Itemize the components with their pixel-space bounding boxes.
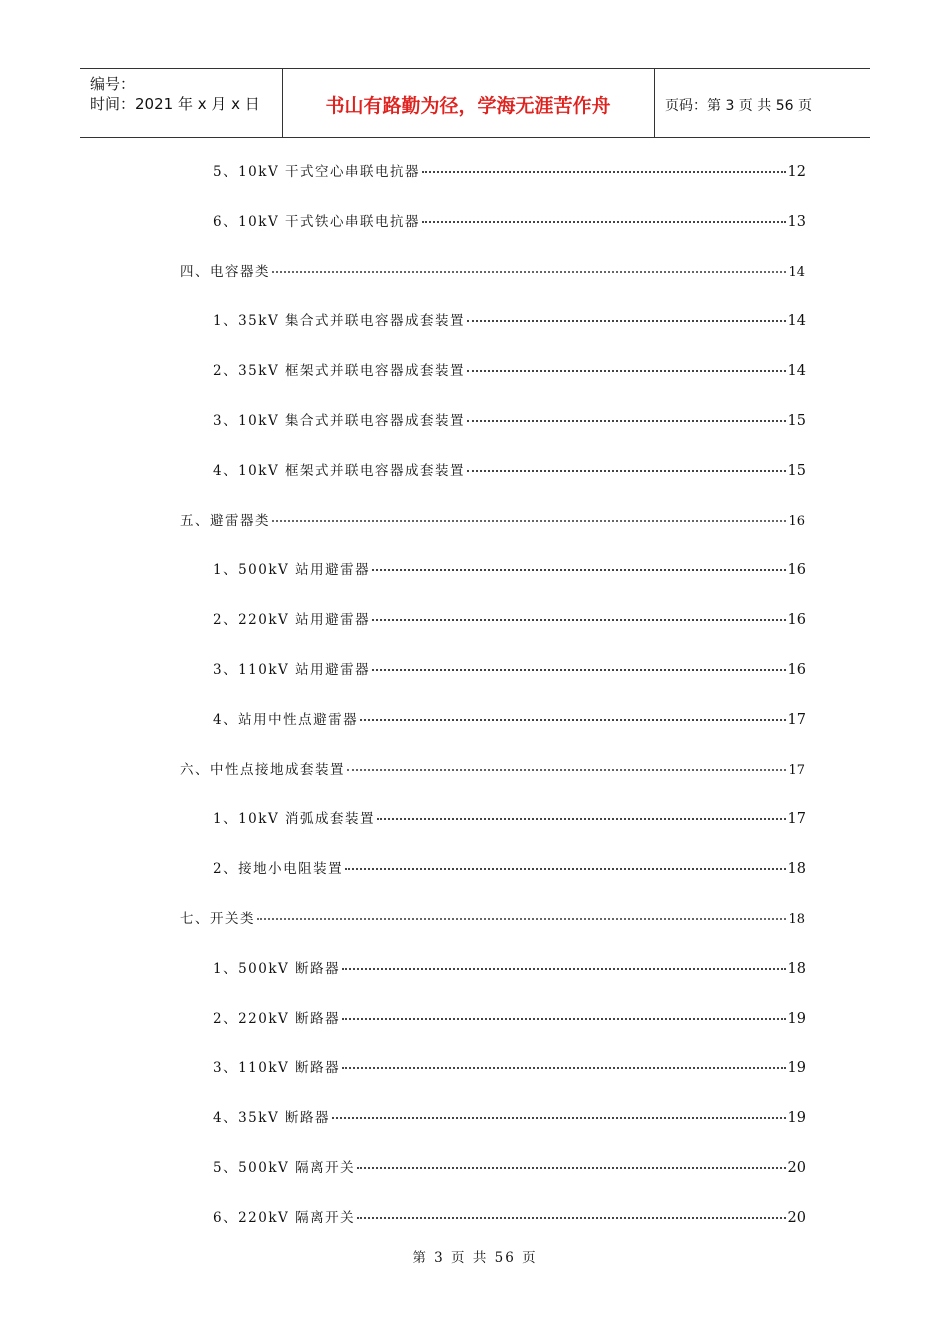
toc-dot-leader	[272, 519, 786, 522]
toc-entry-page-number: 18	[787, 960, 806, 977]
toc-subsection-entry[interactable]	[213, 409, 806, 429]
toc-subsection-entry[interactable]	[213, 558, 806, 578]
toc-dot-leader	[332, 1116, 786, 1119]
toc-entry-label: 2、220kV 断路器	[213, 1010, 341, 1027]
toc-entry-label: 2、接地小电阻装置	[213, 861, 344, 878]
toc-subsection-entry[interactable]	[213, 359, 806, 379]
toc-section-entry[interactable]	[180, 758, 805, 778]
toc-entry-page-number: 16	[787, 612, 806, 629]
toc-entry-page-number: 17	[788, 762, 805, 778]
toc-section-entry[interactable]	[180, 260, 805, 280]
toc-dot-leader	[357, 1216, 785, 1219]
toc-entry-label: 1、10kV 消弧成套装置	[213, 811, 375, 828]
toc-entry-page-number: 16	[788, 513, 805, 529]
toc-subsection-entry[interactable]	[213, 1206, 806, 1226]
toc-subsection-entry[interactable]	[213, 608, 806, 628]
toc-entry-page-number: 14	[787, 363, 806, 380]
serial-number-label: 编号：	[90, 75, 136, 93]
toc-entry-label: 4、35kV 断路器	[213, 1110, 330, 1127]
toc-entry-page-number: 20	[787, 1209, 806, 1226]
toc-dot-leader	[345, 867, 785, 870]
toc-entry-page-number: 20	[787, 1160, 806, 1176]
toc-section-entry[interactable]	[180, 907, 805, 927]
toc-dot-leader	[257, 917, 786, 920]
toc-entry-page-number: 18	[787, 861, 806, 878]
toc-dot-leader	[372, 668, 785, 671]
toc-entry-page-number: 15	[787, 413, 806, 429]
toc-entry-label: 1、35kV 集合式并联电容器成套装置	[213, 313, 465, 330]
toc-subsection-entry[interactable]	[213, 160, 806, 180]
toc-entry-label: 七、开关类	[180, 911, 255, 927]
toc-entry-label: 3、110kV 站用避雷器	[213, 662, 371, 678]
toc-entry-label: 6、10kV 干式铁心串联电抗器	[213, 213, 420, 230]
toc-dot-leader	[347, 768, 786, 771]
toc-dot-leader	[360, 718, 785, 721]
toc-subsection-entry[interactable]	[213, 309, 806, 329]
toc-subsection-entry[interactable]	[213, 1156, 806, 1176]
toc-entry-label: 3、10kV 集合式并联电容器成套装置	[213, 413, 465, 429]
toc-dot-leader	[467, 369, 786, 372]
toc-dot-leader	[422, 220, 786, 223]
toc-section-entry[interactable]	[180, 509, 805, 529]
toc-entry-label: 六、中性点接地成套装置	[180, 761, 345, 778]
toc-entry-page-number: 19	[787, 1060, 806, 1077]
header-motto: 书山有路勤为径，学海无涯苦作舟	[325, 95, 611, 117]
toc-entry-page-number: 14	[788, 264, 805, 280]
toc-entry-page-number: 13	[787, 213, 806, 230]
header-page-info: 页码：第 3 页 共 56 页	[665, 98, 812, 114]
toc-entry-label: 四、电容器类	[180, 263, 270, 280]
toc-subsection-entry[interactable]	[213, 957, 806, 977]
toc-dot-leader	[342, 967, 785, 970]
toc-entry-page-number: 14	[787, 313, 806, 330]
toc-subsection-entry[interactable]	[213, 459, 806, 479]
toc-dot-leader	[422, 170, 786, 173]
toc-entry-label: 1、500kV 站用避雷器	[213, 562, 371, 579]
toc-dot-leader	[467, 419, 786, 422]
toc-subsection-entry[interactable]	[213, 807, 806, 827]
toc-subsection-entry[interactable]	[213, 1056, 806, 1076]
toc-entry-page-number: 16	[787, 562, 806, 579]
toc-subsection-entry[interactable]	[213, 658, 806, 678]
toc-entry-label: 5、500kV 隔离开关	[213, 1160, 356, 1176]
toc-entry-page-number: 15	[787, 462, 806, 479]
toc-dot-leader	[467, 469, 786, 472]
toc-dot-leader	[372, 568, 785, 571]
toc-dot-leader	[377, 817, 786, 820]
toc-entry-page-number: 18	[788, 912, 805, 927]
toc-subsection-entry[interactable]	[213, 1007, 806, 1027]
toc-dot-leader	[342, 1017, 785, 1020]
date-label: 时间：2021 年 x 月 x 日	[90, 95, 260, 113]
toc-entry-label: 2、220kV 站用避雷器	[213, 612, 371, 629]
page-footer: 第 3 页 共 56 页	[412, 1250, 538, 1266]
toc-entry-label: 4、10kV 框架式并联电容器成套装置	[213, 462, 465, 479]
toc-entry-label: 4、站用中性点避雷器	[213, 711, 359, 728]
toc-entry-label: 3、110kV 断路器	[213, 1060, 341, 1077]
toc-subsection-entry[interactable]	[213, 857, 806, 877]
toc-dot-leader	[272, 270, 786, 273]
toc-subsection-entry[interactable]	[213, 708, 806, 728]
toc-entry-label: 1、500kV 断路器	[213, 960, 341, 977]
toc-entry-page-number: 16	[787, 662, 806, 678]
toc-dot-leader	[357, 1166, 785, 1169]
toc-entry-page-number: 17	[787, 811, 806, 828]
toc-dot-leader	[342, 1066, 785, 1069]
toc-dot-leader	[467, 319, 786, 322]
toc-subsection-entry[interactable]	[213, 1106, 806, 1126]
toc-entry-page-number: 17	[787, 711, 806, 728]
toc-entry-page-number: 19	[787, 1010, 806, 1027]
toc-entry-label: 6、220kV 隔离开关	[213, 1209, 356, 1226]
toc-entry-page-number: 12	[787, 164, 806, 180]
toc-entry-label: 5、10kV 干式空心串联电抗器	[213, 164, 420, 180]
toc-entry-label: 2、35kV 框架式并联电容器成套装置	[213, 363, 465, 380]
toc-entry-label: 五、避雷器类	[180, 512, 270, 529]
toc-dot-leader	[372, 618, 785, 621]
toc-entry-page-number: 19	[787, 1110, 806, 1127]
toc-subsection-entry[interactable]	[213, 210, 806, 230]
